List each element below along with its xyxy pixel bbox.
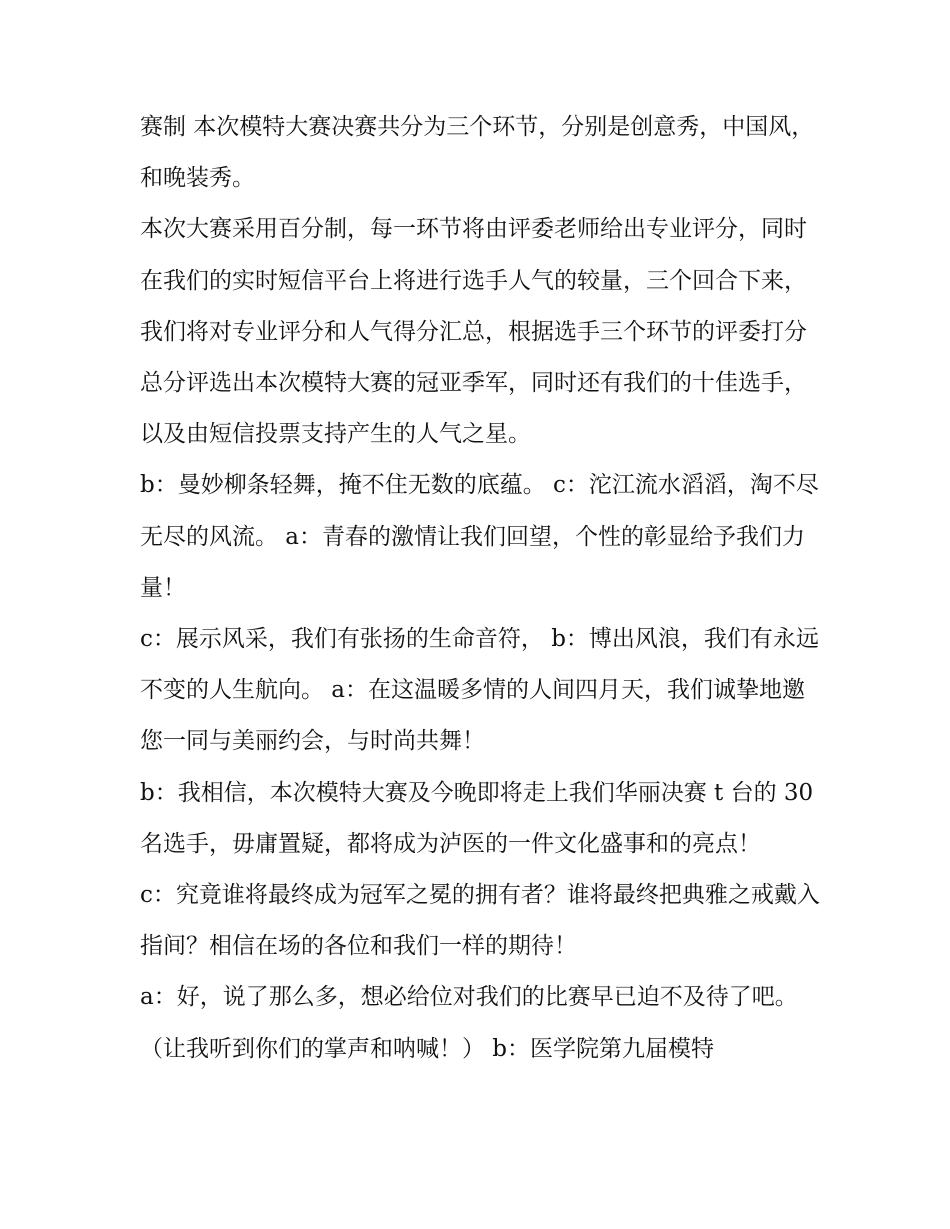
paragraph-host-lines-1: b：曼妙柳条轻舞，掩不住无数的底蕴。 c：沱江流水滔滔，淘不尽无尽的风流。 a：青春的激情让我们回望，个性的彰显给予我们力量！ xyxy=(140,472,819,601)
paragraph-host-lines-5: a：好，说了那么多，想必给位对我们的比赛早已迫不及待了吧。（让我听到你们的掌声和呐喊！） b：医学院第九届模特 xyxy=(140,984,798,1062)
paragraph-competition-format: 赛制 本次模特大赛决赛共分为三个环节，分别是创意秀，中国风，和晚装秀。 xyxy=(140,114,815,192)
paragraph-host-lines-3: b：我相信，本次模特大赛及今晚即将走上我们华丽决赛 t 台的 30 名选手，毋庸置疑，都将成为泸医的一件文化盛事和的亮点！ xyxy=(140,779,821,857)
paragraph-host-lines-2: c：展示风采，我们有张扬的生命音符， b：博出风浪，我们有永远不变的人生航向。 a：在这温暖多情的人间四月天，我们诚挚地邀您一同与美丽约会，与时尚共舞！ xyxy=(140,626,819,755)
document-body xyxy=(140,102,820,1075)
paragraph-host-lines-4: c：究竟谁将最终成为冠军之冕的拥有者？谁将最终把典雅之戒戴入指间？相信在场的各位和我们一样的期待！ xyxy=(140,882,820,960)
paragraph-scoring-rules: 本次大赛采用百分制，每一环节将由评委老师给出专业评分，同时在我们的实时短信平台上将进行选手人气的较量，三个回合下来，我们将对专业评分和人气得分汇总，根据选手三个环节的评委打分总分评选出本次模特大赛的冠亚季军，同时还有我们的十佳选手，以及由短信投票支持产生的人气之星。 xyxy=(140,216,807,448)
